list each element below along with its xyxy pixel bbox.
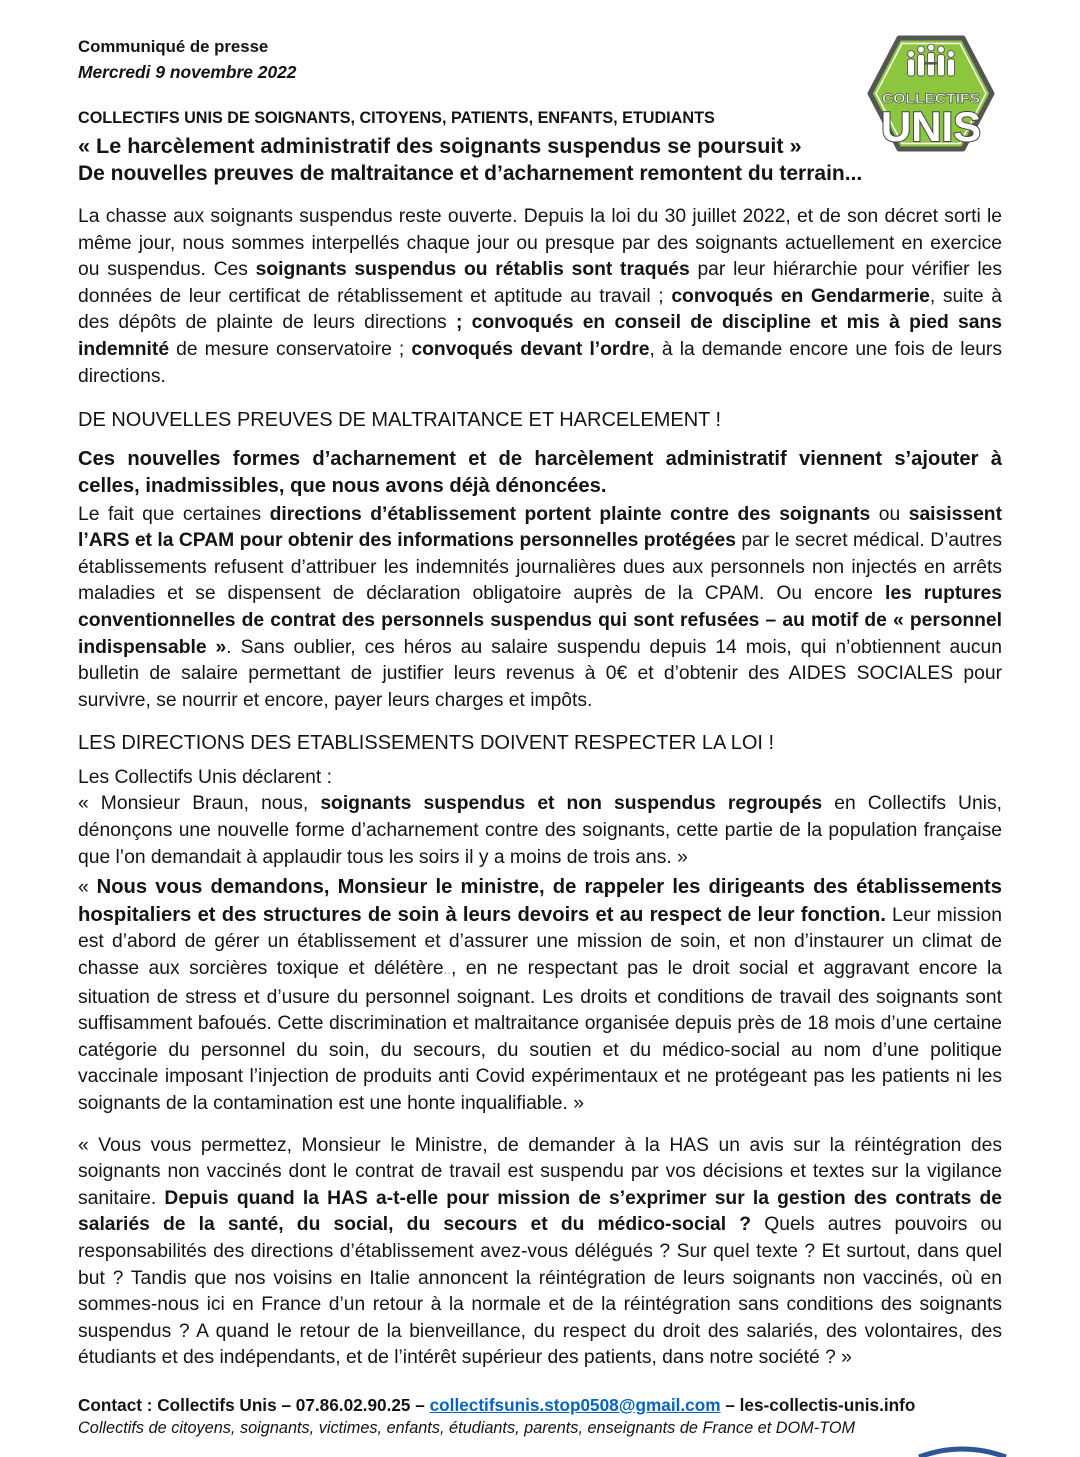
contact-phone: 07.86.02.90.25: [295, 1394, 411, 1415]
paragraph-text: La chasse aux soignants suspendus reste ouverte. Depuis la loi du 30 juillet 2022, et de son décret sorti le même jour, nous sommes interpellés chaque jour ou presque par des soignants actuellement en exercice ou suspendus. Ces: [78, 206, 1002, 281]
emphasis-text: convoqués devant l’ordre: [411, 338, 650, 360]
separator: –: [725, 1394, 735, 1415]
paragraph-text: Leur mission est d’abord de gérer un établissement et d’assurer une mission de soin, et non d’instaurer un climat de chasse aux sorcières toxique et délétère: [78, 904, 1002, 979]
lead-paragraph: Ces nouvelles formes d’acharnement et de harcèlement administratif viennent s’ajouter à celles, inadmissibles, que nous avons déjà dénoncées.: [78, 447, 1002, 497]
emphasis-text: Depuis quand la HAS a-t-elle pour mission de s’exprimer sur la gestion des contrats de salariés de la santé, du social, du secours et du médico-social ?: [78, 1187, 1002, 1236]
paragraph-text: «: [78, 877, 97, 899]
paragraph-text: « Monsieur Braun, nous,: [78, 793, 321, 815]
section-heading-law: LES DIRECTIONS DES ETABLISSEMENTS DOIVENT RESPECTER LA LOI !: [78, 732, 775, 755]
footer-tagline: Collectifs de citoyens, soignants, victimes, enfants, étudiants, parents, enseignants de France et DOM-TOM: [78, 1419, 856, 1437]
paragraph-text: , à la demande encore une fois de leurs directions.: [78, 338, 1002, 387]
paragraph-text: de mesure conservatoire ;: [169, 338, 412, 360]
paragraph-text: Quels autres pouvoirs ou responsabilités des directions d’établissement avez-vous délégués ? Sur quel texte ? Et surtout, dans quel but ? Tandis que nos voisins en Italie annoncent la réintégration de leurs soignants non vaccinés, où en sommes-nous ici en France d’un retour à la normale et de la réintégration sans conditions des soignants suspendus ? A quand le retour de la bienveillance, du respect du droit des salariés, des volontaires, des étudiants et des indépendants, et de l’intérêt supérieur des patients, dans notre société ? »: [78, 1214, 1002, 1369]
emphasis-text: convoqués en Gendarmerie: [671, 285, 930, 307]
paragraph-intro: [78, 204, 1002, 390]
emphasis-text: soignants suspendus ou rétablis sont traqués: [255, 259, 690, 281]
collectifs-unis-logo: [867, 35, 995, 152]
emphasis-text-large: Nous vous demandons, Monsieur le ministre, de rappeler les dirigeants des établissements hospitaliers et des structures de soin à leurs devoirs et au respect de leur fonction.: [78, 876, 1002, 926]
contact-name: Collectifs Unis: [157, 1394, 277, 1415]
emphasis-text: saisissent l’ARS et la CPAM pour obtenir des informations personnelles protégées: [78, 503, 1002, 552]
press-release-title: « Le harcèlement administratif des soignants suspendus se poursuit »: [78, 133, 802, 158]
logo-word-unis: UNIS: [881, 103, 981, 150]
paragraph-text: en Collectifs Unis, dénonçons une nouvelle forme d’acharnement contre des soignants, cette partie de la population française que l’on demandait à applaudir tous les soirs il y a moins de trois ans. »: [78, 793, 1002, 868]
logo-word-collectifs: COLLECTIFS: [882, 91, 980, 106]
paragraph-text: , en ne respectant pas le droit social et aggravant encore la situation de stress et d’usure du personnel soignant. Les droits et conditions de travail des soignants sont suffisamment bafoués. Cette discrimination et maltraitance organisée depuis près de 18 mois d’une certaine catégorie du personnel du soin, du secours, du soutien et du médico-social au nom d’une politique vaccinale imposant l’injection de produits anti Covid expérimentaux et ne protégeant pas les patients ni les soignants de la contamination est une honte inqualifiable. »: [78, 957, 1002, 1114]
emphasis-text: directions d’établissement portent plainte contre des soignants: [269, 503, 871, 525]
paragraph-text: « Vous vous permettez, Monsieur le Ministre, de demander à la HAS un avis sur la réintégration des soignants non vaccinés dont le contrat de travail est suspendu par vos décisions et textes sur la vigilance sanitaire.: [78, 1134, 1002, 1209]
paragraph-has: [78, 1133, 1002, 1372]
website: les-collectis-unis.info: [739, 1394, 916, 1415]
publication-date: Mercredi 9 novembre 2022: [78, 62, 297, 82]
email-link[interactable]: collectifsunis.stop0508@gmail.com: [429, 1394, 721, 1415]
paragraph-evidence: [78, 502, 1002, 715]
document-type: Communiqué de presse: [78, 37, 269, 56]
emphasis-text: les ruptures conventionnelles de contrat des personnels suspendus qui sont refusées – au motif de « personnel indispensable »: [78, 583, 1003, 658]
paragraph-text: . Sans oublier, ces héros au salaire suspendu depuis 14 mois, qui n’obtiennent aucun bulletin de salaire permettant de justifier leurs revenus à 0€ et d’obtenir des AIDES SOCIALES pour survivre, se nourrir et encore, payer leurs charges et impôts.: [78, 636, 1002, 711]
section-heading-evidence: DE NOUVELLES PREUVES DE MALTRAITANCE ET HARCELEMENT !: [78, 409, 722, 432]
separator: –: [281, 1394, 291, 1415]
paragraph-text: par leur hiérarchie pour vérifier les données de leur certificat de rétablissement et aptitude au travail ;: [78, 259, 1002, 307]
press-release-body: [78, 204, 1002, 1372]
contact-line: [78, 1394, 915, 1417]
organization-line: COLLECTIFS UNIS DE SOIGNANTS, CITOYENS, PATIENTS, ENFANTS, ETUDIANTS: [78, 109, 715, 127]
paragraph-text: , suite à des dépôts de plainte de leurs directions: [78, 285, 1002, 334]
edit-mark: ‥: [443, 964, 451, 977]
declaration-intro: Les Collectifs Unis déclarent :: [78, 766, 332, 788]
paragraph-text: par le secret médical. D’autres établissements refusent d’attribuer les indemnités journalières dues aux personnels non injectés en arrêts maladies et se dispensent de déclaration obligatoire auprès de la CPAM. Ou encore: [78, 530, 1002, 605]
corner-arc-decoration: [915, 1440, 1010, 1457]
press-release-subtitle: De nouvelles preuves de maltraitance et d’acharnement remontent du terrain...: [78, 162, 863, 185]
corner-arc: [919, 1449, 1006, 1457]
paragraph-text: Le fait que certaines: [78, 503, 270, 525]
paragraph-braun: [78, 791, 1002, 871]
paragraph-demand: [78, 874, 1002, 1117]
emphasis-text: soignants suspendus et non suspendus regroupés: [320, 793, 823, 815]
emphasis-text: ; convoqués en conseil de discipline et mis à pied sans indemnité: [78, 312, 1002, 360]
separator: –: [415, 1394, 425, 1415]
paragraph-text: ou: [870, 503, 909, 525]
contact-label: Contact :: [78, 1394, 153, 1415]
